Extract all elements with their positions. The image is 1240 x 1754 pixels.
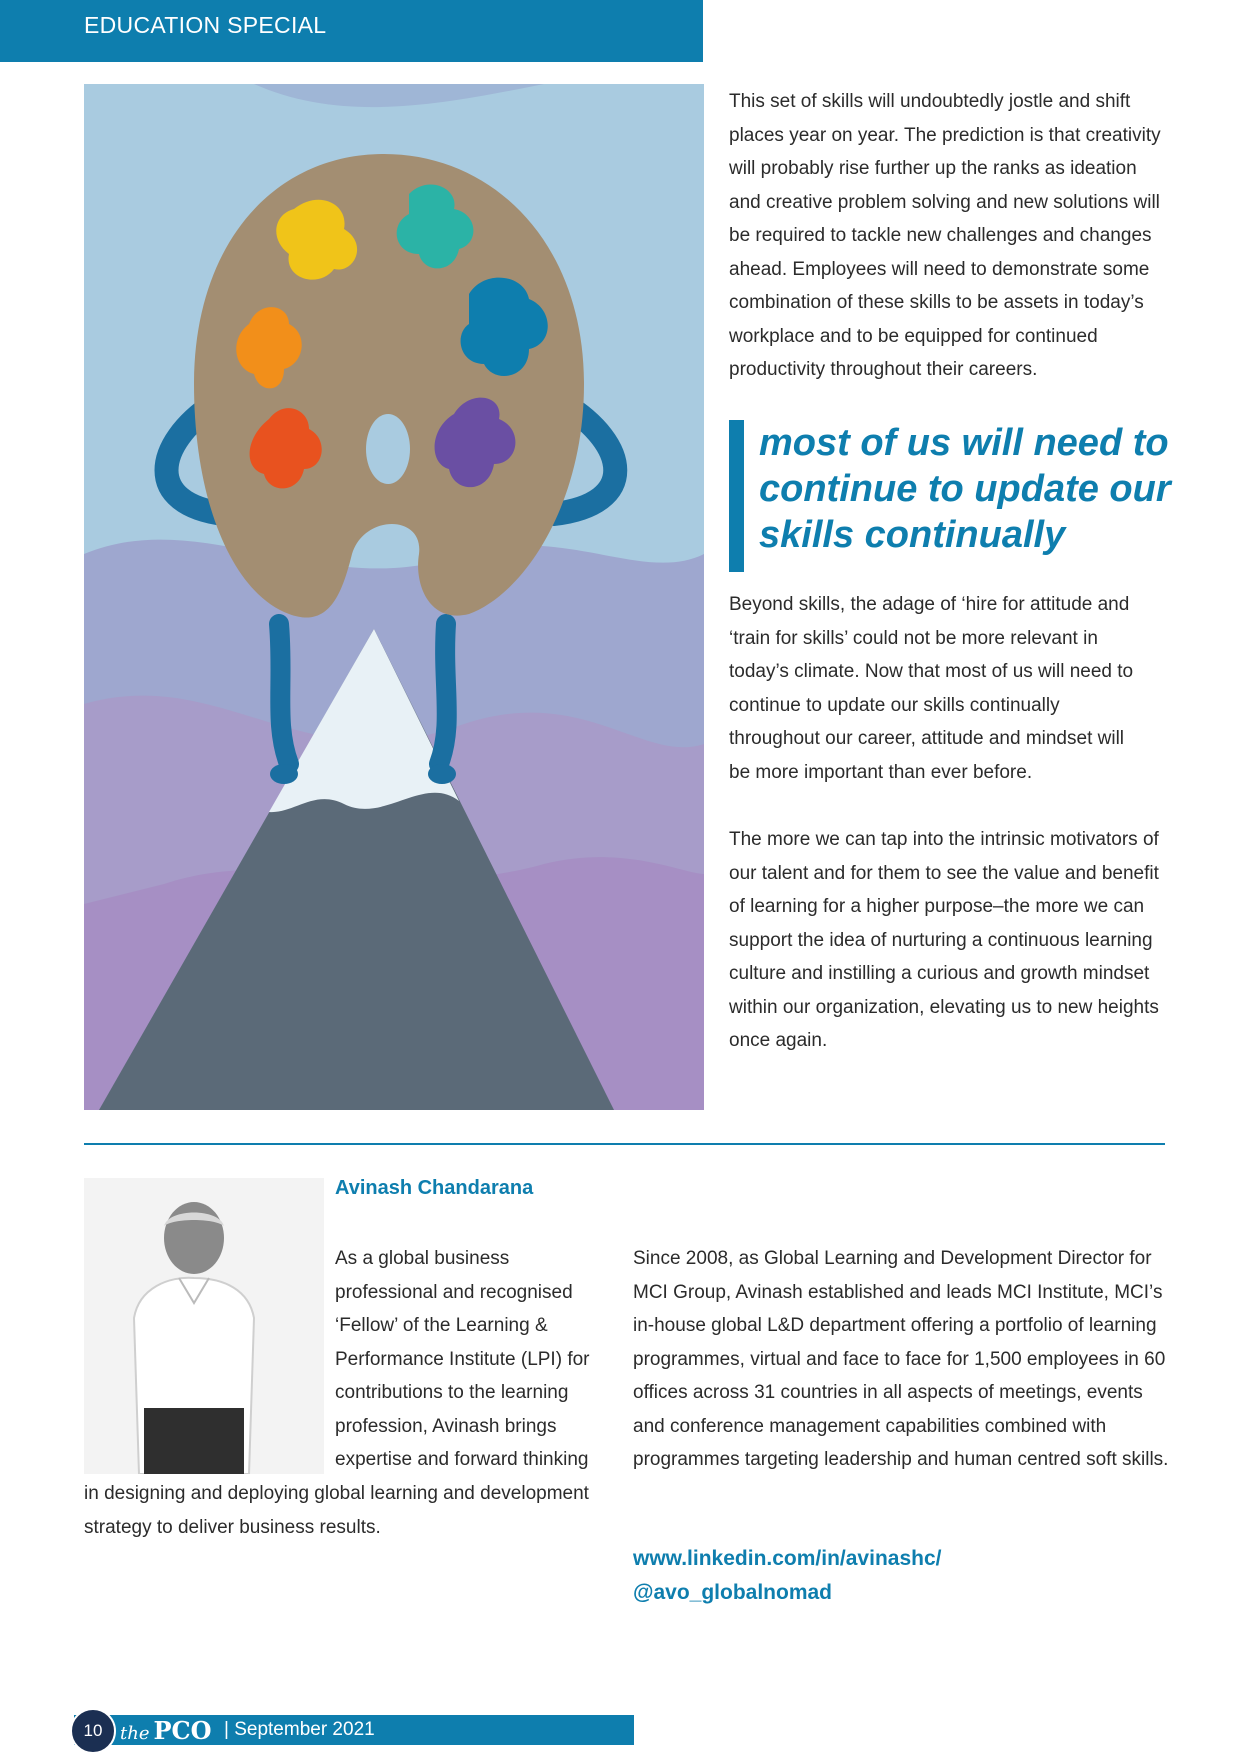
social-handle-link[interactable]: @avo_globalnomad	[633, 1581, 833, 1604]
page-number: 10	[70, 1708, 116, 1754]
pull-quote	[729, 420, 1179, 572]
pull-quote-bar	[729, 420, 744, 572]
article-paragraph-2: Beyond skills, the adage of ‘hire for attitude and ‘train for skills’ could not be more relevant in today’s climate. Now that most of us will need to continue to update our skills continually throughout our career, attitude and mindset will be more important than ever before.	[729, 594, 1134, 783]
author-bio-part-1: As a global business professional and recognised ‘Fellow’ of the Learning & Performance Institute (LPI) for contributions to the learning profession, Avinash brings expertise and forward thinking	[335, 1248, 590, 1470]
figure-right-foot	[428, 764, 456, 784]
figure-right-leg	[439, 624, 447, 764]
author-bio-part-2: in designing and deploying global learning and development strategy to deliver business results.	[84, 1483, 589, 1538]
author-links	[633, 1542, 941, 1610]
figure-left-leg	[279, 624, 289, 764]
section-divider	[84, 1143, 1165, 1145]
article-paragraph-3: The more we can tap into the intrinsic motivators of our talent and for them to see the value and benefit of learning for a higher purpose–the more we can support the idea of nurturing a continuous learning culture and instilling a curious and growth mindset within our organization, elevating us to new heights once again.	[729, 829, 1159, 1051]
linkedin-link[interactable]: www.linkedin.com/in/avinashc/	[633, 1547, 942, 1570]
palette-thumb-hole	[366, 414, 410, 484]
article-illustration	[84, 84, 704, 1110]
author-bio-part-3: Since 2008, as Global Learning and Development Director for MCI Group, Avinash established and leads MCI Institute, MCI’s in-house global L&D department offering a portfolio of learning programmes, virtual and face to face for 1,500 employees in 60 offices across 31 countries in all aspects of meetings, events and conference management capabilities combined with programmes targeting leadership and human centred soft skills.	[633, 1248, 1169, 1470]
section-label: EDUCATION SPECIAL	[84, 12, 327, 38]
author-photo-icon	[84, 1178, 324, 1474]
figure-left-foot	[270, 764, 298, 784]
issue-date: | September 2021	[224, 1719, 375, 1740]
palette-mountain-illustration	[84, 84, 704, 1110]
publication-logo	[120, 1716, 212, 1744]
article-paragraph-1: This set of skills will undoubtedly jostle and shift places year on year. The prediction is that creativity will probably rise further up the ranks as ideation and creative problem solving and new solutions will be required to tackle new challenges and changes ahead. Employees will need to demonstrate some combination of these skills to be assets in today’s workplace and to be equipped for continued productivity throughout their careers.	[729, 91, 1161, 380]
header-bar	[0, 0, 703, 62]
logo-the: the	[120, 1723, 150, 1744]
author-name: Avinash Chandarana	[335, 1177, 534, 1199]
pull-quote-text: most of us will need to continue to update our skills continually	[759, 422, 1171, 556]
logo-pco: PCO	[153, 1716, 212, 1745]
author-portrait	[84, 1178, 324, 1474]
